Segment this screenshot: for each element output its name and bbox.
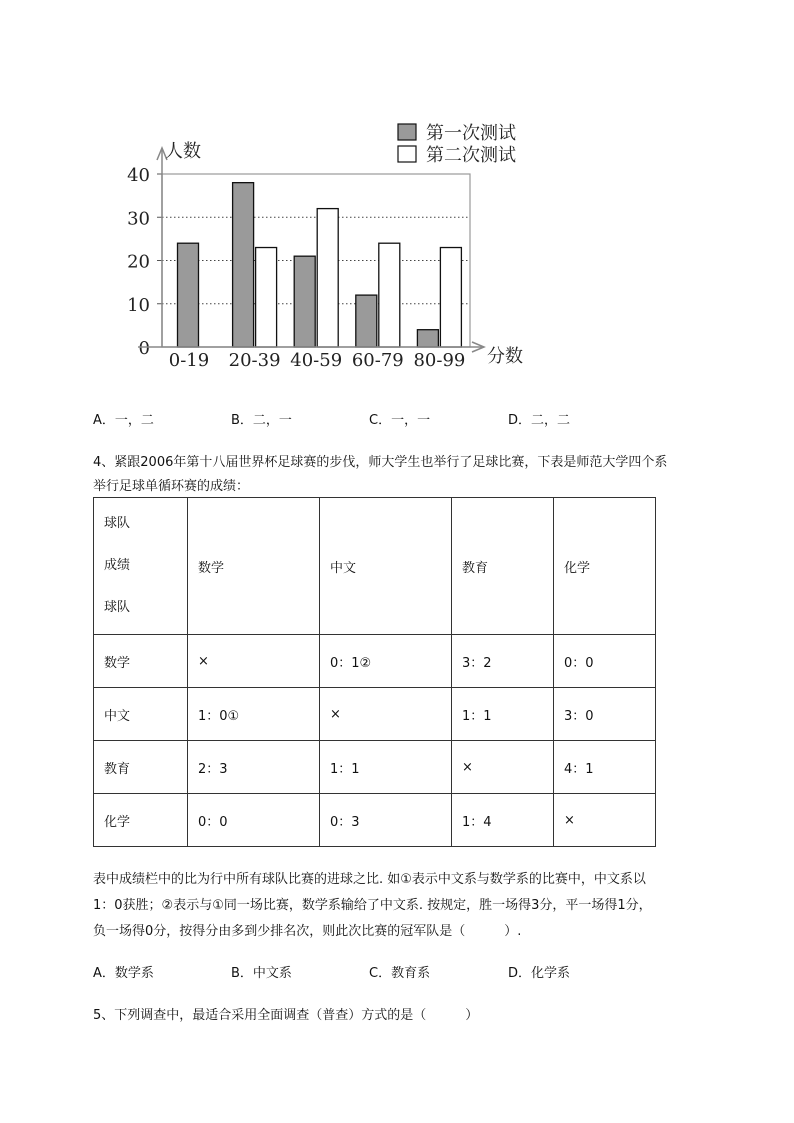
table-cell: 0：3 — [320, 794, 452, 847]
q4-note-line2: 1：0获胜；②表示与①同一场比赛，数学系输给了中文系. 按规定，胜一场得3分，平一场得1分， — [93, 898, 652, 913]
bar — [233, 183, 254, 347]
bar — [440, 248, 461, 347]
x-tick-label: 0-19 — [168, 350, 210, 371]
header-line-team2: 球队 — [104, 600, 131, 615]
q4-option-b[interactable]: B．中文系 — [231, 966, 292, 981]
column-header: 化学 — [554, 498, 656, 635]
q3-option-d[interactable]: D．二，二 — [508, 413, 571, 428]
q3-option-b[interactable]: B．二，一 — [231, 413, 292, 428]
corner-header-cell — [94, 498, 188, 635]
header-line-score: 成绩 — [104, 558, 131, 573]
y-tick-label: 40 — [127, 165, 150, 186]
legend-swatch — [398, 124, 416, 140]
table-cell: × — [188, 635, 320, 688]
y-tick-label: 0 — [138, 338, 150, 359]
bar — [356, 295, 377, 347]
column-header: 中文 — [320, 498, 452, 635]
table-cell: 1：4 — [452, 794, 554, 847]
q4-stem-line1: 4、紧跟2006年第十八届世界杯足球赛的步伐，师大学生也举行了足球比赛，下表是师范大学四个系 — [93, 455, 668, 470]
table-cell: 2：3 — [188, 741, 320, 794]
column-header: 教育 — [452, 498, 554, 635]
bar — [417, 330, 438, 347]
q3-option-a[interactable]: A．一，二 — [93, 413, 154, 428]
table-cell: 1：0① — [188, 688, 320, 741]
table-row — [94, 794, 656, 847]
y-tick-label: 20 — [127, 251, 150, 273]
table-cell: 3：0 — [554, 688, 656, 741]
x-tick-label: 40-59 — [290, 350, 343, 371]
table-cell: × — [452, 741, 554, 794]
x-tick-label: 20-39 — [228, 350, 281, 371]
table-row — [94, 688, 656, 741]
row-team: 化学 — [94, 794, 188, 847]
score-table — [93, 497, 656, 847]
table-cell: 1：1 — [452, 688, 554, 741]
q4-note-line3: 负一场得0分，按得分由多到少排名次，则此次比赛的冠军队是（ ）. — [93, 924, 522, 939]
x-tick-label: 80-99 — [413, 350, 466, 371]
q4-option-a[interactable]: A．数学系 — [93, 966, 154, 981]
table-cell: 0：0 — [554, 635, 656, 688]
q4-option-d[interactable]: D．化学系 — [508, 966, 571, 981]
bar — [317, 209, 338, 347]
score-bar-chart — [0, 0, 794, 390]
y-tick-label: 30 — [127, 208, 150, 230]
legend-swatch — [398, 146, 416, 162]
row-team: 教育 — [94, 741, 188, 794]
q5-stem: 5、下列调查中，最适合采用全面调查（普查）方式的是（ ） — [93, 1008, 479, 1023]
q4-stem-line2: 举行足球单循环赛的成绩： — [93, 479, 250, 494]
x-axis-label: 分数 — [487, 346, 523, 367]
header-line-team: 球队 — [104, 516, 131, 531]
bar — [178, 243, 199, 347]
legend-label: 第二次测试 — [426, 145, 516, 166]
table-cell: 0：1② — [320, 635, 452, 688]
table-row — [94, 635, 656, 688]
bar — [379, 243, 400, 347]
q3-option-c[interactable]: C．一，一 — [369, 413, 431, 428]
q4-option-c[interactable]: C．教育系 — [369, 966, 431, 981]
table-row — [94, 741, 656, 794]
y-axis-label: 人数 — [165, 141, 201, 162]
plot-frame — [162, 174, 470, 347]
q4-note-line1: 表中成绩栏中的比为行中所有球队比赛的进球之比. 如①表示中文系与数学系的比赛中，中文系以 — [93, 872, 646, 887]
x-tick-label: 60-79 — [351, 350, 404, 371]
column-header: 数学 — [188, 498, 320, 635]
table-cell: × — [554, 794, 656, 847]
legend-label: 第一次测试 — [426, 123, 516, 144]
table-header-row — [94, 498, 656, 635]
table-cell: 0：0 — [188, 794, 320, 847]
row-team: 数学 — [94, 635, 188, 688]
bar — [256, 248, 277, 347]
table-cell: 4：1 — [554, 741, 656, 794]
table-cell: 1：1 — [320, 741, 452, 794]
table-cell: × — [320, 688, 452, 741]
table-cell: 3：2 — [452, 635, 554, 688]
row-team: 中文 — [94, 688, 188, 741]
bar — [294, 256, 315, 347]
y-tick-label: 10 — [127, 294, 150, 316]
